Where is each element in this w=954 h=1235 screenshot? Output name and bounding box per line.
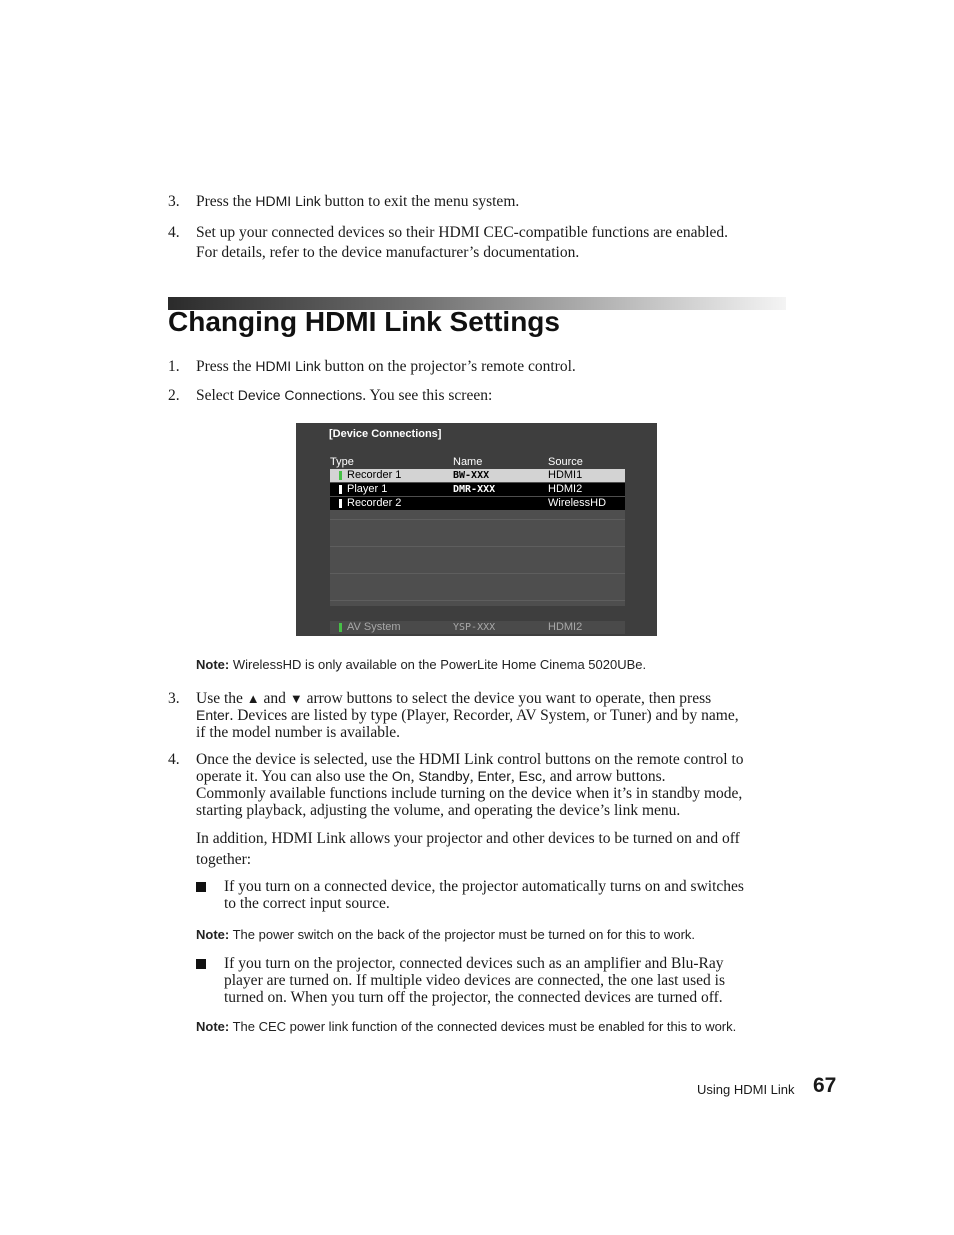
para-text: In addition, HDMI Link allows your projector and other devices to be turned on and off bbox=[196, 830, 740, 847]
device-type: AV System bbox=[347, 621, 401, 633]
up-arrow-icon: ▲ bbox=[246, 691, 260, 706]
step-4-operate-device bbox=[168, 751, 788, 819]
device-type: Player 1 bbox=[347, 483, 388, 495]
note-text: The CEC power link function of the connected devices must be enabled for this to work. bbox=[229, 1019, 737, 1034]
step-2-select-device-connections bbox=[168, 387, 788, 404]
bullet-text: player are turned on. If multiple video devices are connected, the one last used is bbox=[224, 972, 725, 989]
step-number: 1. bbox=[168, 358, 180, 375]
section-title: Changing HDMI Link Settings bbox=[168, 306, 560, 337]
bullet-square-icon bbox=[196, 959, 206, 969]
step-number: 4. bbox=[168, 751, 180, 768]
note-label: Note: bbox=[196, 927, 230, 942]
ui-term: HDMI Link bbox=[255, 193, 321, 209]
bullet-turn-on-device bbox=[196, 878, 788, 912]
empty-row bbox=[330, 546, 625, 560]
down-arrow-icon: ▼ bbox=[289, 691, 303, 706]
step-text: Press the bbox=[196, 193, 256, 210]
step-text: , and arrow buttons. bbox=[542, 768, 666, 785]
device-source: HDMI2 bbox=[548, 621, 583, 633]
note-cec-power-link bbox=[196, 1019, 736, 1034]
step-3-exit-menu bbox=[168, 193, 788, 210]
device-connections-screen bbox=[296, 423, 657, 636]
column-source: Source bbox=[548, 456, 583, 468]
note-label: Note: bbox=[196, 1019, 230, 1034]
footer-section-label: Using HDMI Link bbox=[697, 1082, 795, 1097]
ui-term-enter: Enter bbox=[477, 768, 511, 784]
step-text: For details, refer to the device manufacturer’s documentation. bbox=[196, 244, 580, 261]
note-label: Note: bbox=[196, 657, 230, 672]
column-name: Name bbox=[453, 456, 483, 468]
step-text: Select bbox=[196, 387, 238, 404]
step-text: button to exit the menu system. bbox=[320, 193, 520, 210]
step-3-select-device bbox=[168, 690, 788, 741]
step-text: Set up your connected devices so their HDMI CEC-compatible functions are enabled. bbox=[196, 224, 729, 241]
step-text: Press the bbox=[196, 358, 256, 375]
bullet-text: If you turn on a connected device, the projector automatically turns on and switches bbox=[224, 878, 744, 895]
screen-header: [Device Connections] bbox=[329, 428, 442, 440]
step-number: 4. bbox=[168, 224, 180, 241]
hdmi-link-paragraph bbox=[168, 828, 788, 870]
device-table bbox=[330, 469, 625, 606]
empty-row bbox=[330, 519, 625, 533]
step-text: Use the bbox=[196, 690, 247, 707]
step-text: . Devices are listed by type (Player, Recorder, AV System, or Tuner) and by name, bbox=[229, 707, 739, 724]
ui-term-esc: Esc bbox=[518, 768, 542, 784]
para-text: together: bbox=[196, 851, 252, 868]
note-wirelesshd bbox=[196, 657, 646, 672]
step-text: Commonly available functions include turning on the device when it’s in standby mode, bbox=[196, 785, 743, 802]
bullet-text: to the correct input source. bbox=[224, 895, 390, 912]
status-lamp-icon bbox=[339, 485, 342, 494]
device-name: YSP-XXX bbox=[453, 622, 496, 633]
device-row-av-system[interactable] bbox=[330, 621, 625, 634]
status-lamp-icon bbox=[339, 471, 342, 480]
empty-row bbox=[330, 573, 625, 587]
device-type: Recorder 1 bbox=[347, 469, 402, 481]
ui-term-on: On bbox=[391, 768, 411, 784]
step-4-setup-devices bbox=[168, 223, 788, 263]
separator: , bbox=[469, 768, 478, 785]
bullet-text: turned on. When you turn off the projector, the connected devices are turned off. bbox=[224, 989, 723, 1006]
step-text: arrow buttons to select the device you want to operate, then press bbox=[302, 690, 712, 707]
device-source: HDMI2 bbox=[548, 483, 583, 495]
device-name: BW-XXX bbox=[453, 470, 490, 481]
step-text: if the model number is available. bbox=[196, 724, 401, 741]
status-lamp-icon bbox=[339, 499, 342, 508]
device-type: Recorder 2 bbox=[347, 497, 402, 509]
ui-term: Device Connections bbox=[237, 387, 363, 403]
step-text: . You see this screen: bbox=[362, 387, 493, 404]
note-text: WirelessHD is only available on the PowerLite Home Cinema 5020UBe. bbox=[229, 657, 647, 672]
step-number: 2. bbox=[168, 387, 180, 404]
step-text: and bbox=[259, 690, 290, 707]
device-row-recorder-1[interactable] bbox=[330, 469, 625, 482]
step-1-press-hdmi-link bbox=[168, 358, 788, 375]
device-row-player-1[interactable] bbox=[330, 483, 625, 496]
column-type: Type bbox=[330, 456, 354, 468]
note-power-switch bbox=[196, 927, 695, 942]
device-source: WirelessHD bbox=[548, 497, 607, 509]
step-number: 3. bbox=[168, 193, 180, 210]
step-text: starting playback, adjusting the volume, and operating the device’s link menu. bbox=[196, 802, 681, 819]
ui-term: Enter bbox=[196, 707, 230, 723]
empty-row bbox=[330, 600, 625, 614]
page-number: 67 bbox=[813, 1074, 837, 1097]
separator: , bbox=[510, 768, 519, 785]
bullet-text: If you turn on the projector, connected devices such as an amplifier and Blu-Ray bbox=[224, 955, 724, 972]
note-text: The power switch on the back of the projector must be turned on for this to work. bbox=[229, 927, 696, 942]
bullet-square-icon bbox=[196, 882, 206, 892]
device-row-recorder-2[interactable] bbox=[330, 497, 625, 510]
step-text: Once the device is selected, use the HDMI Link control buttons on the remote control to bbox=[196, 751, 744, 768]
bullet-turn-on-projector bbox=[196, 955, 788, 1006]
step-text: button on the projector’s remote control. bbox=[320, 358, 576, 375]
ui-term: HDMI Link bbox=[255, 358, 321, 374]
status-lamp-icon bbox=[339, 623, 342, 632]
ui-term-standby: Standby bbox=[418, 768, 470, 784]
device-name: DMR-XXX bbox=[453, 484, 496, 495]
separator: , bbox=[410, 768, 419, 785]
step-number: 3. bbox=[168, 690, 180, 707]
device-source: HDMI1 bbox=[548, 469, 583, 481]
step-text: operate it. You can also use the bbox=[196, 768, 392, 785]
